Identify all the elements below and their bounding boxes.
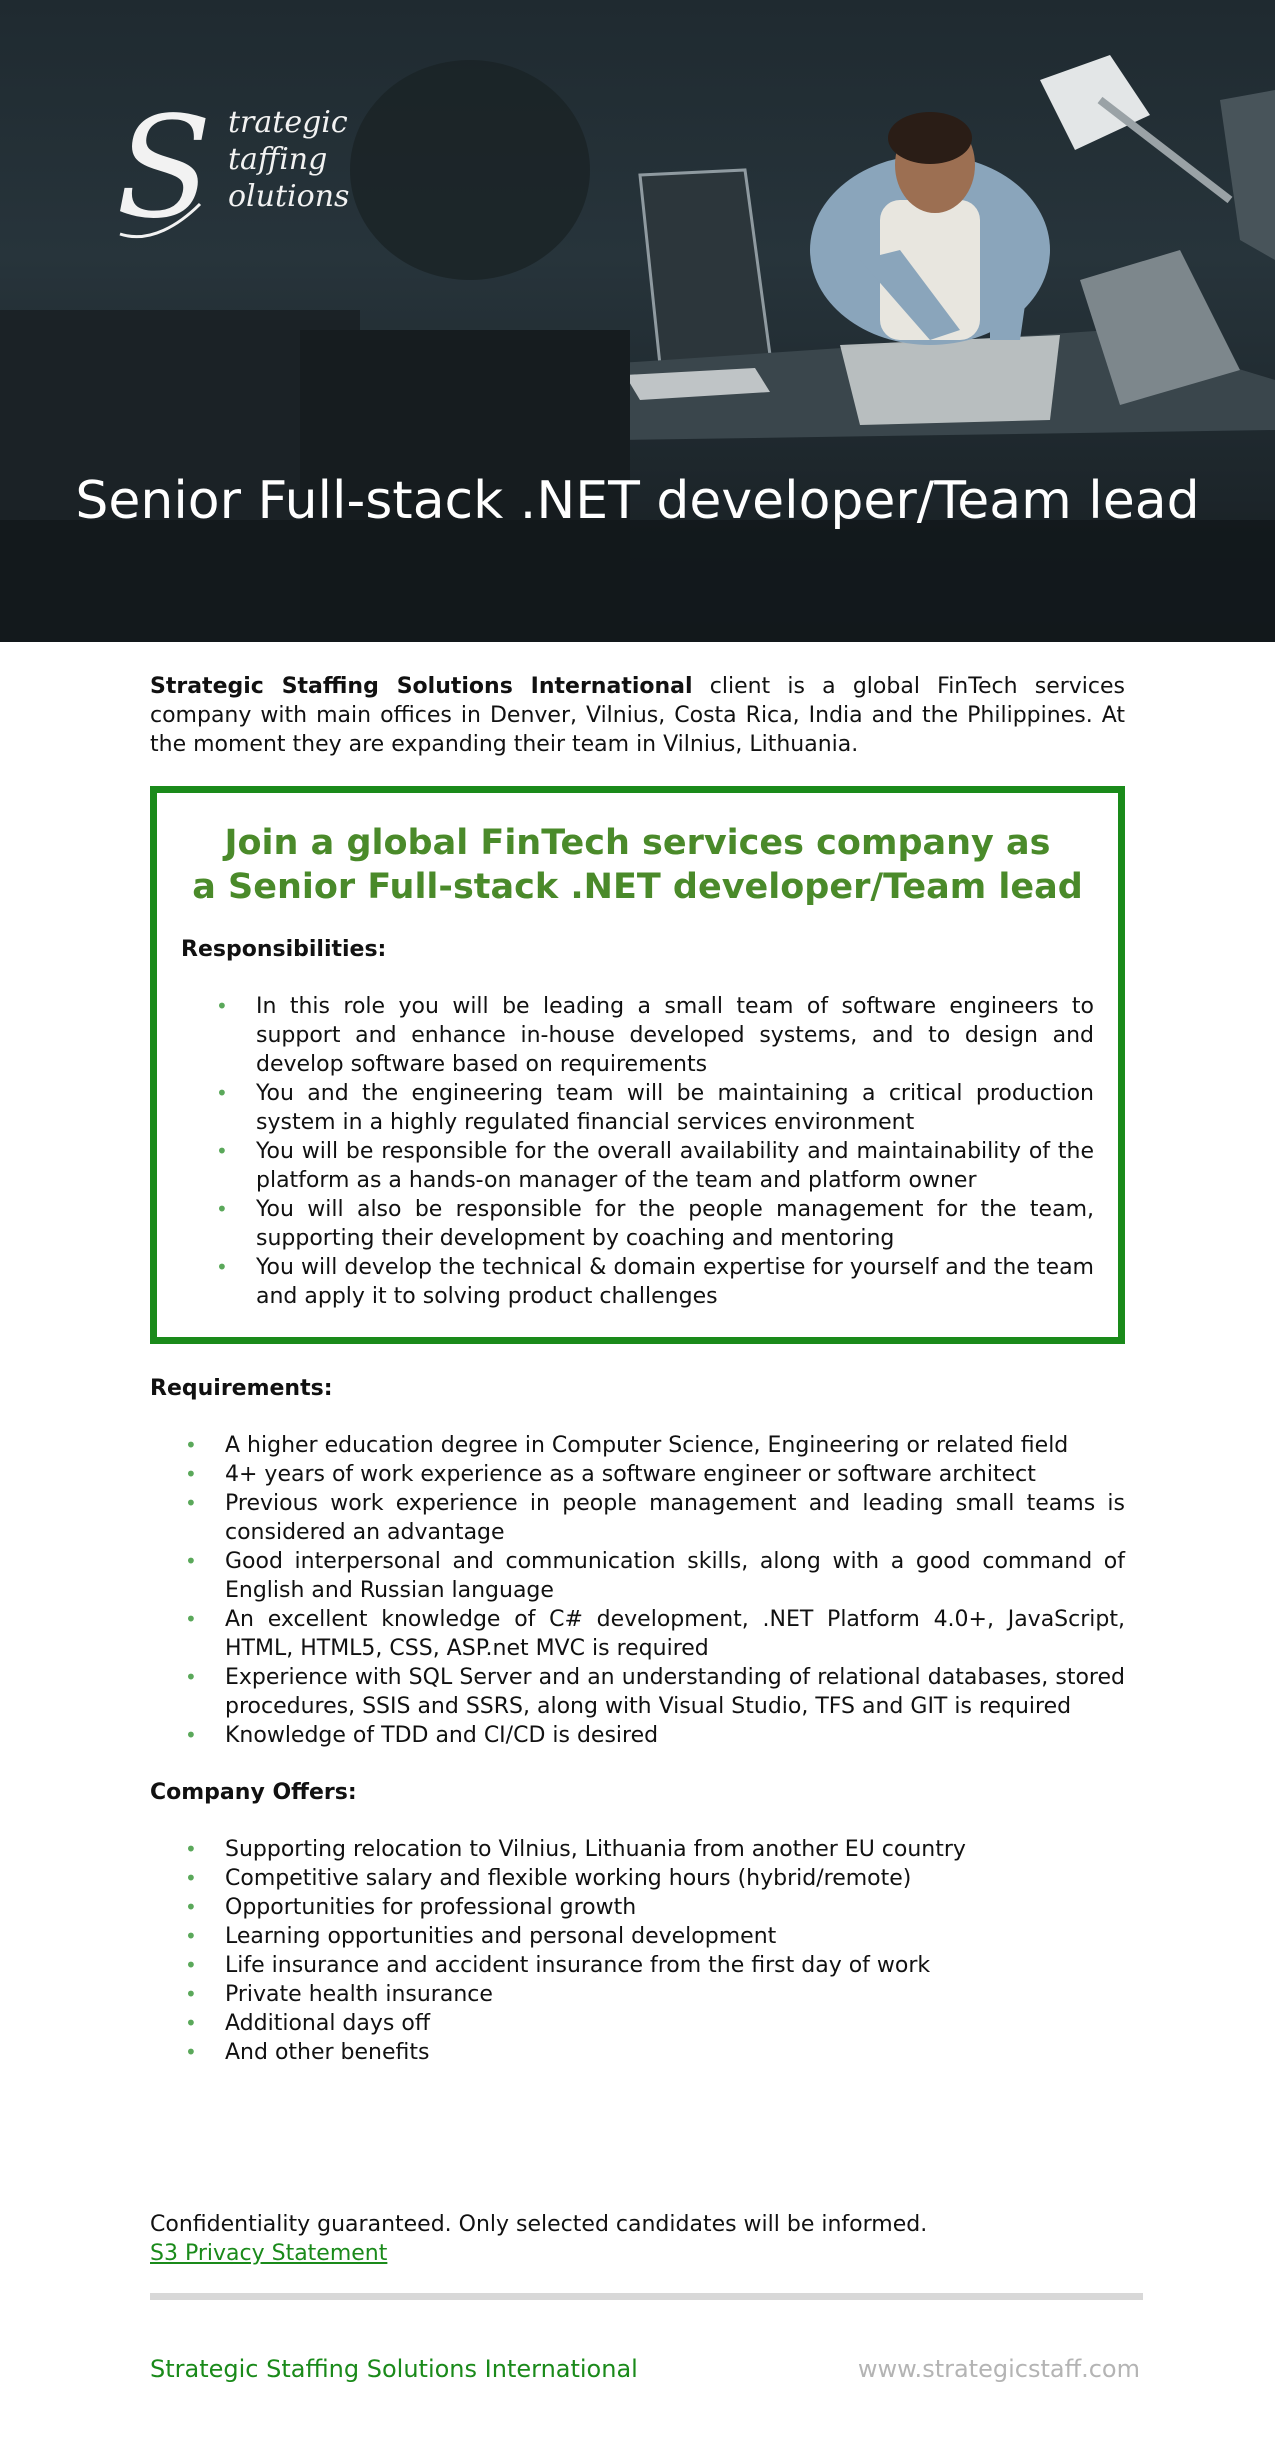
svg-text:S: S xyxy=(116,94,212,244)
list-item: • Experience with SQL Server and an understanding of relational databases, stored procedures, SSIS and SSRS, along with Visual Studio, TFS and GIT is required xyxy=(225,1663,1125,1721)
list-item: • Knowledge of TDD and CI/CD is desired xyxy=(225,1721,1125,1750)
footer-note xyxy=(150,2210,1125,2268)
responsibilities-label: Responsibilities: xyxy=(181,937,387,962)
offers-label: Company Offers: xyxy=(150,1780,357,1805)
logo-word-1: trategic xyxy=(228,105,348,140)
highlight-box xyxy=(150,786,1125,1344)
box-title-line-1: Join a global FinTech services company as xyxy=(224,823,1051,863)
list-item: • Life insurance and accident insurance from the first day of work xyxy=(225,1951,1125,1980)
job-description xyxy=(150,672,1125,2067)
list-item: • You will be responsible for the overall availability and maintainability of the platform as a hands-on manager of the team and platform owner xyxy=(256,1137,1094,1195)
list-item: • You will also be responsible for the people management for the team, supporting their development by coaching and mentoring xyxy=(256,1195,1094,1253)
box-title-line-2: a Senior Full-stack .NET developer/Team lead xyxy=(192,867,1083,907)
logo-s-monogram-icon xyxy=(110,94,230,244)
footer-company-name: Strategic Staffing Solutions International xyxy=(150,2355,638,2383)
list-item: • Supporting relocation to Vilnius, Lithuania from another EU country xyxy=(225,1835,1125,1864)
list-item: • Competitive salary and flexible working hours (hybrid/remote) xyxy=(225,1864,1125,1893)
footer-divider xyxy=(150,2293,1143,2300)
privacy-statement-link[interactable]: S3 Privacy Statement xyxy=(150,2241,388,2266)
company-logo xyxy=(110,94,350,244)
intro-paragraph xyxy=(150,672,1125,759)
logo-wordmark xyxy=(228,104,349,215)
list-item: • Private health insurance xyxy=(225,1980,1125,2009)
offers-list xyxy=(150,1835,1125,2067)
requirements-label: Requirements: xyxy=(150,1376,333,1401)
intro-company-name: Strategic Staffing Solutions International xyxy=(150,674,693,699)
list-item: • You will develop the technical & domain expertise for yourself and the team and apply it to solving product challenges xyxy=(256,1253,1094,1311)
hero-banner xyxy=(0,0,1275,642)
list-item: • Learning opportunities and personal development xyxy=(225,1922,1125,1951)
list-item: • Previous work experience in people management and leading small teams is considered an advantage xyxy=(225,1489,1125,1547)
intro-text: client is a global FinTech services company with main offices in Denver, Vilnius, Costa Rica, India and the Philippines. At the moment they are expanding their team in Vilnius, Lithuania. xyxy=(150,674,1125,757)
list-item: • Good interpersonal and communication skills, along with a good command of English and Russian language xyxy=(225,1547,1125,1605)
list-item: • Opportunities for professional growth xyxy=(225,1893,1125,1922)
logo-word-3: olutions xyxy=(228,179,350,214)
list-item: • An excellent knowledge of C# development, .NET Platform 4.0+, JavaScript, HTML, HTML5, CSS, ASP.net MVC is required xyxy=(225,1605,1125,1663)
list-item: • Additional days off xyxy=(225,2009,1125,2038)
confidentiality-text: Confidentiality guaranteed. Only selected candidates will be informed. xyxy=(150,2212,928,2237)
job-title: Senior Full-stack .NET developer/Team lead xyxy=(75,471,1200,531)
requirements-list xyxy=(150,1431,1125,1750)
list-item: • You and the engineering team will be maintaining a critical production system in a highly regulated financial services environment xyxy=(256,1079,1094,1137)
logo-word-2: taffing xyxy=(228,142,328,177)
footer-website[interactable]: www.strategicstaff.com xyxy=(857,2355,1140,2383)
responsibilities-list xyxy=(181,992,1094,1311)
list-item: • In this role you will be leading a small team of software engineers to support and enhance in-house developed systems, and to design and develop software based on requirements xyxy=(256,992,1094,1079)
list-item: • A higher education degree in Computer Science, Engineering or related field xyxy=(225,1431,1125,1460)
list-item: • And other benefits xyxy=(225,2038,1125,2067)
list-item: • 4+ years of work experience as a software engineer or software architect xyxy=(225,1460,1125,1489)
highlight-box-title xyxy=(181,821,1094,909)
